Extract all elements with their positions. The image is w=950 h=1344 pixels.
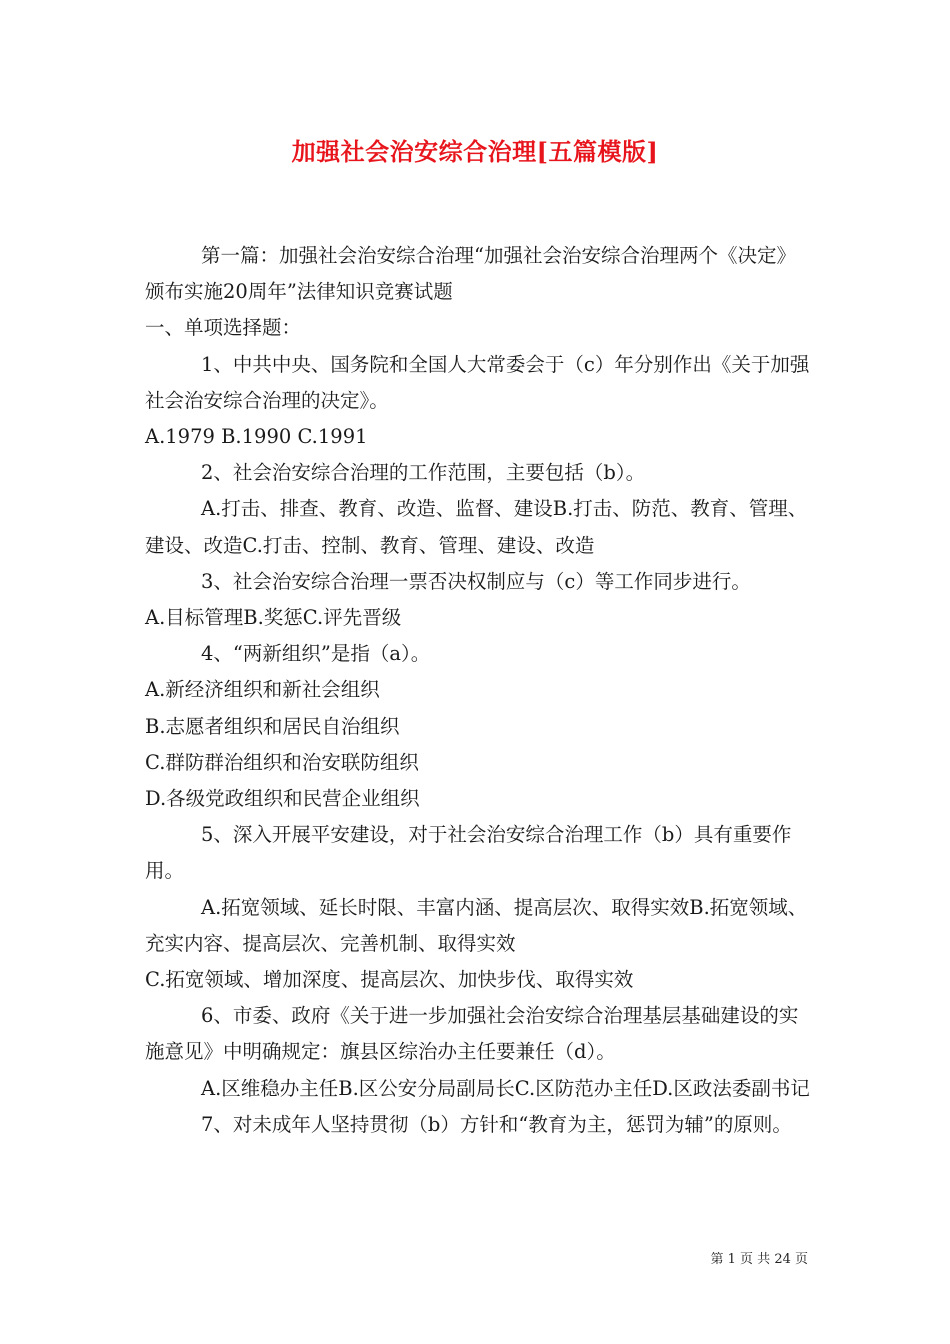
paragraph-6: A.打击、排查、教育、改造、监督、建设B.打击、防范、教育、管理、建设、改造C.打击、控制、教育、管理、建设、改造	[145, 497, 808, 557]
paragraph-5: 2、社会治安综合治理的工作范围，主要包括（b）。	[201, 461, 646, 485]
paragraph-11: B.志愿者组织和居民自治组织	[145, 714, 400, 738]
paragraph-16: C.拓宽领域、增加深度、提高层次、加快步伐、取得实效	[145, 968, 634, 992]
paragraph-19: 7、对未成年人坚持贯彻（b）方针和“教育为主，惩罚为辅”的原则。	[201, 1112, 792, 1136]
paragraph-1: 第一篇：加强社会治安综合治理“加强社会治安综合治理两个《决定》颁布实施20周年”法律知识竞赛试题	[145, 244, 796, 304]
paragraph-4: A.1979 B.1990 C.1991	[145, 425, 368, 449]
paragraph-18: A.区维稳办主任B.区公安分局副局长C.区防范办主任D.区政法委副书记	[201, 1076, 810, 1100]
paragraph-9: 4、“两新组织”是指（a）。	[201, 642, 431, 666]
paragraph-8: A.目标管理B.奖惩C.评先晋级	[145, 606, 402, 630]
paragraph-3: 1、中共中央、国务院和全国人大常委会于（c）年分别作出《关于加强社会治安综合治理的决定》。	[145, 352, 810, 412]
page-number: 第 1 页 共 24 页	[710, 1252, 808, 1267]
paragraph-14: 5、深入开展平安建设，对于社会治安综合治理工作（b）具有重要作用。	[145, 823, 792, 883]
paragraph-17: 6、市委、政府《关于进一步加强社会治安综合治理基层基础建设的实施意见》中明确规定：旗县区综治办主任要兼任（d）。	[145, 1004, 799, 1064]
paragraph-12: C.群防群治组织和治安联防组织	[145, 750, 419, 774]
paragraph-10: A.新经济组织和新社会组织	[145, 678, 380, 702]
document-body	[145, 238, 813, 1143]
paragraph-15: A.拓宽领域、延长时限、丰富内涵、提高层次、取得实效B.拓宽领域、充实内容、提高层次、完善机制、取得实效	[145, 895, 808, 955]
document-title: 加强社会治安综合治理[五篇模版]	[291, 137, 659, 166]
paragraph-7: 3、社会治安综合治理一票否决权制应与（c）等工作同步进行。	[201, 569, 751, 593]
paragraph-13: D.各级党政组织和民营企业组织	[145, 787, 420, 811]
paragraph-2: 一、单项选择题：	[145, 316, 302, 340]
